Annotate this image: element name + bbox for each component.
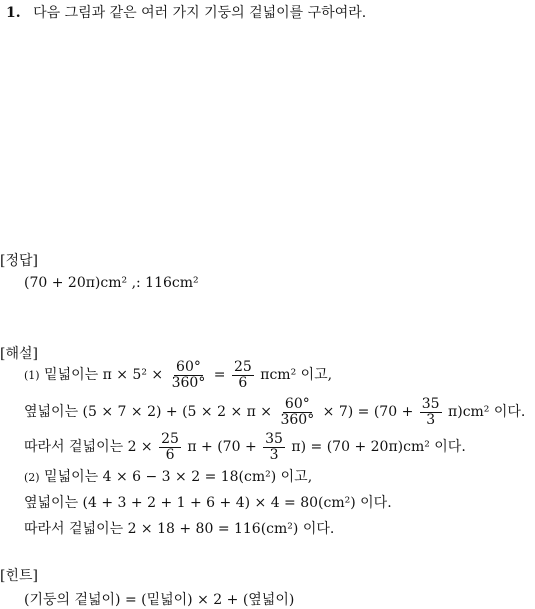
- fraction: [420, 397, 442, 427]
- question: [6, 2, 366, 22]
- part-1-marker: (1): [24, 369, 40, 383]
- fraction-denominator: 360°: [171, 374, 206, 391]
- explanation-line-1-c: πcm² 이고,: [260, 367, 333, 384]
- part-2-marker: (2): [24, 471, 40, 484]
- explanation-line-4-text: 밑넓이는 4 × 6 − 3 × 2 = 18(cm²) 이고,: [44, 469, 313, 485]
- fraction: [232, 360, 254, 390]
- explanation-line-1: [24, 360, 332, 390]
- explanation-line-2-a: 옆넓이는 (5 × 7 × 2) + (5 × 2 × π ×: [24, 404, 273, 421]
- answer-header: [정답]: [0, 253, 38, 269]
- fraction-numerator: 60°: [176, 359, 201, 375]
- explanation-line-6: 따라서 겉넓이는 2 × 18 + 80 = 116(cm²) 이다.: [24, 521, 335, 537]
- fraction-numerator: 35: [421, 396, 440, 412]
- explanation-line-2: [24, 397, 525, 427]
- hint-line: (기둥의 겉넓이) = (밑넓이) × 2 + (옆넓이): [24, 592, 295, 608]
- answer-line: (70 + 20π)cm² ,: 116cm²: [24, 275, 199, 291]
- fraction: [159, 432, 181, 462]
- explanation-line-3-a: 따라서 겉넓이는 2 ×: [24, 439, 153, 456]
- question-text: 다음 그림과 같은 여러 가지 기둥의 겉넓이를 구하여라.: [33, 5, 367, 21]
- explanation-line-4: [24, 466, 312, 486]
- fraction: [263, 432, 285, 462]
- fraction-numerator: 35: [265, 431, 283, 447]
- fraction-denominator: 6: [165, 446, 175, 463]
- explanation-line-1-b: =: [213, 367, 226, 384]
- fraction-denominator: 6: [238, 374, 248, 391]
- explanation-line-3-c: π) = (70 + 20π)cm² 이다.: [291, 439, 466, 456]
- explanation-line-3-b: π + (70 +: [187, 439, 257, 456]
- explanation-line-5: 옆넓이는 (4 + 3 + 2 + 1 + 6 + 4) × 4 = 80(cm²) 이다.: [24, 495, 392, 511]
- explanation-line-2-b: × 7) = (70 +: [322, 404, 414, 421]
- explanation-line-2-c: π)cm² 이다.: [448, 404, 526, 421]
- fraction-denominator: 3: [426, 411, 436, 428]
- fraction-numerator: 25: [161, 431, 179, 447]
- question-number: 1.: [6, 5, 21, 21]
- explanation-line-1-a: 밑넓이는 π × 5² ×: [44, 367, 164, 384]
- explanation-line-3: [24, 432, 466, 462]
- explanation-header: [해설]: [0, 346, 38, 362]
- fraction-numerator: 25: [233, 359, 252, 375]
- fraction: [278, 397, 316, 427]
- fraction-denominator: 360°: [280, 411, 315, 428]
- hint-header: [힌트]: [0, 568, 38, 584]
- fraction-denominator: 3: [269, 446, 279, 463]
- fraction: [170, 360, 208, 390]
- fraction-numerator: 60°: [284, 396, 310, 412]
